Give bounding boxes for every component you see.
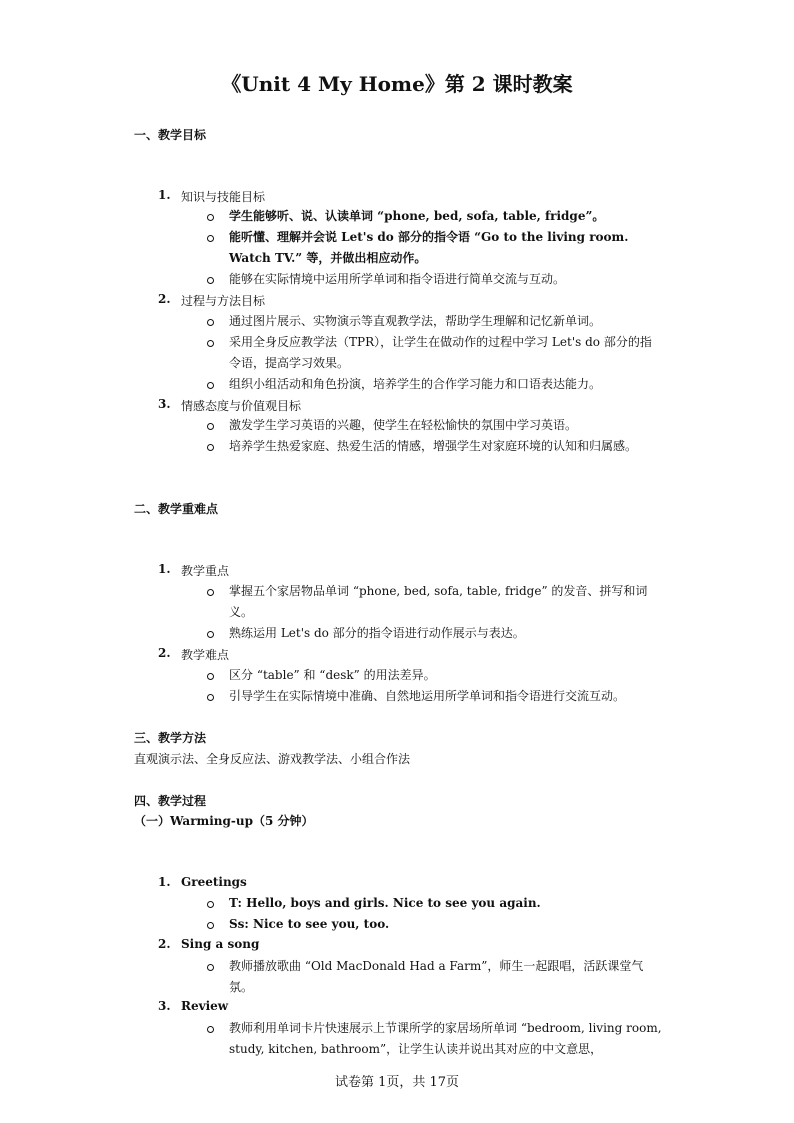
subheading-sing-a-song: Sing a song bbox=[181, 937, 260, 951]
list-item: T: Hello, boys and girls. Nice to see you again. bbox=[229, 896, 541, 910]
list-item: 能够在实际情境中运用所学单词和指令语进行简单交流与互动。 bbox=[229, 272, 566, 286]
list-number: 3. bbox=[158, 999, 171, 1013]
bullet-icon bbox=[204, 420, 216, 432]
bullet-icon bbox=[204, 586, 216, 598]
bullet-icon bbox=[204, 211, 216, 223]
document-title: 《Unit 4 My Home》第 2 课时教案 bbox=[221, 72, 573, 96]
subheading-process-methods: 过程与方法目标 bbox=[181, 294, 266, 308]
subheading-greetings: Greetings bbox=[181, 875, 247, 889]
section-heading-process: 四、教学过程 bbox=[134, 794, 207, 808]
list-number: 2. bbox=[158, 937, 171, 951]
bullet-icon bbox=[204, 628, 216, 640]
section-heading-methods: 三、教学方法 bbox=[134, 731, 207, 745]
list-item: 组织小组活动和角色扮演，培养学生的合作学习能力和口语表达能力。 bbox=[229, 377, 602, 391]
bullet-icon bbox=[204, 1023, 216, 1035]
list-number: 3. bbox=[158, 397, 171, 411]
subheading-attitude-values: 情感态度与价值观目标 bbox=[181, 399, 302, 413]
bullet-icon bbox=[204, 898, 216, 910]
list-item: Ss: Nice to see you, too. bbox=[229, 917, 390, 931]
bullet-icon bbox=[204, 670, 216, 682]
bullet-icon bbox=[204, 316, 216, 328]
bullet-icon bbox=[204, 232, 216, 244]
bullet-icon bbox=[204, 441, 216, 453]
list-number: 1. bbox=[158, 562, 171, 576]
list-item: 能听懂、理解并会说 Let's do 部分的指令语 “Go to the living room. Watch TV.” 等，并做出相应动作。 bbox=[229, 230, 629, 265]
methods-text: 直观演示法、全身反应法、游戏教学法、小组合作法 bbox=[134, 752, 411, 766]
list-number: 1. bbox=[158, 875, 171, 889]
bullet-icon bbox=[204, 919, 216, 931]
list-item: 熟练运用 Let's do 部分的指令语进行动作展示与表达。 bbox=[229, 626, 525, 640]
list-item: 掌握五个家居物品单词 “phone, bed, sofa, table, fridge” 的发音、拼写和词义。 bbox=[229, 584, 648, 619]
list-item: 激发学生学习英语的兴趣，使学生在轻松愉快的氛围中学习英语。 bbox=[229, 418, 578, 432]
subheading-knowledge-skills: 知识与技能目标 bbox=[181, 190, 266, 204]
list-number: 1. bbox=[158, 188, 171, 202]
list-item: 引导学生在实际情境中准确、自然地运用所学单词和指令语进行交流互动。 bbox=[229, 689, 626, 703]
list-item: 区分 “table” 和 “desk” 的用法差异。 bbox=[229, 668, 436, 682]
list-item: 学生能够听、说、认读单词 “phone, bed, sofa, table, fridge”。 bbox=[229, 209, 605, 223]
section-heading-key-points: 二、教学重难点 bbox=[134, 502, 219, 516]
list-item: 采用全身反应教学法（TPR），让学生在做动作的过程中学习 Let's do 部分的指令语，提高学习效果。 bbox=[229, 335, 652, 370]
bullet-icon bbox=[204, 691, 216, 703]
list-item: 通过图片展示、实物演示等直观教学法，帮助学生理解和记忆新单词。 bbox=[229, 314, 602, 328]
bullet-icon bbox=[204, 337, 216, 349]
section-heading-objectives: 一、教学目标 bbox=[134, 128, 207, 142]
list-item: 教师利用单词卡片快速展示上节课所学的家居场所单词 “bedroom, living room, study, kitchen, bathroom”，让学生认读并说出其对应的中文意思， bbox=[229, 1021, 662, 1056]
list-item: 教师播放歌曲 “Old MacDonald Had a Farm”，师生一起跟唱，活跃课堂气氛。 bbox=[229, 959, 644, 994]
list-number: 2. bbox=[158, 646, 171, 660]
bullet-icon bbox=[204, 961, 216, 973]
bullet-icon bbox=[204, 379, 216, 391]
list-number: 2. bbox=[158, 292, 171, 306]
subheading-review: Review bbox=[181, 999, 229, 1013]
subheading-key-focus: 教学重点 bbox=[181, 564, 230, 578]
bullet-icon bbox=[204, 274, 216, 286]
list-item: 培养学生热爱家庭、热爱生活的情感，增强学生对家庭环境的认知和归属感。 bbox=[229, 439, 638, 453]
subheading-difficulties: 教学难点 bbox=[181, 648, 230, 662]
page-footer: 试卷第 1页，共 17页 bbox=[334, 1075, 460, 1090]
warmup-heading: （一）Warming-up（5 分钟） bbox=[134, 814, 314, 828]
